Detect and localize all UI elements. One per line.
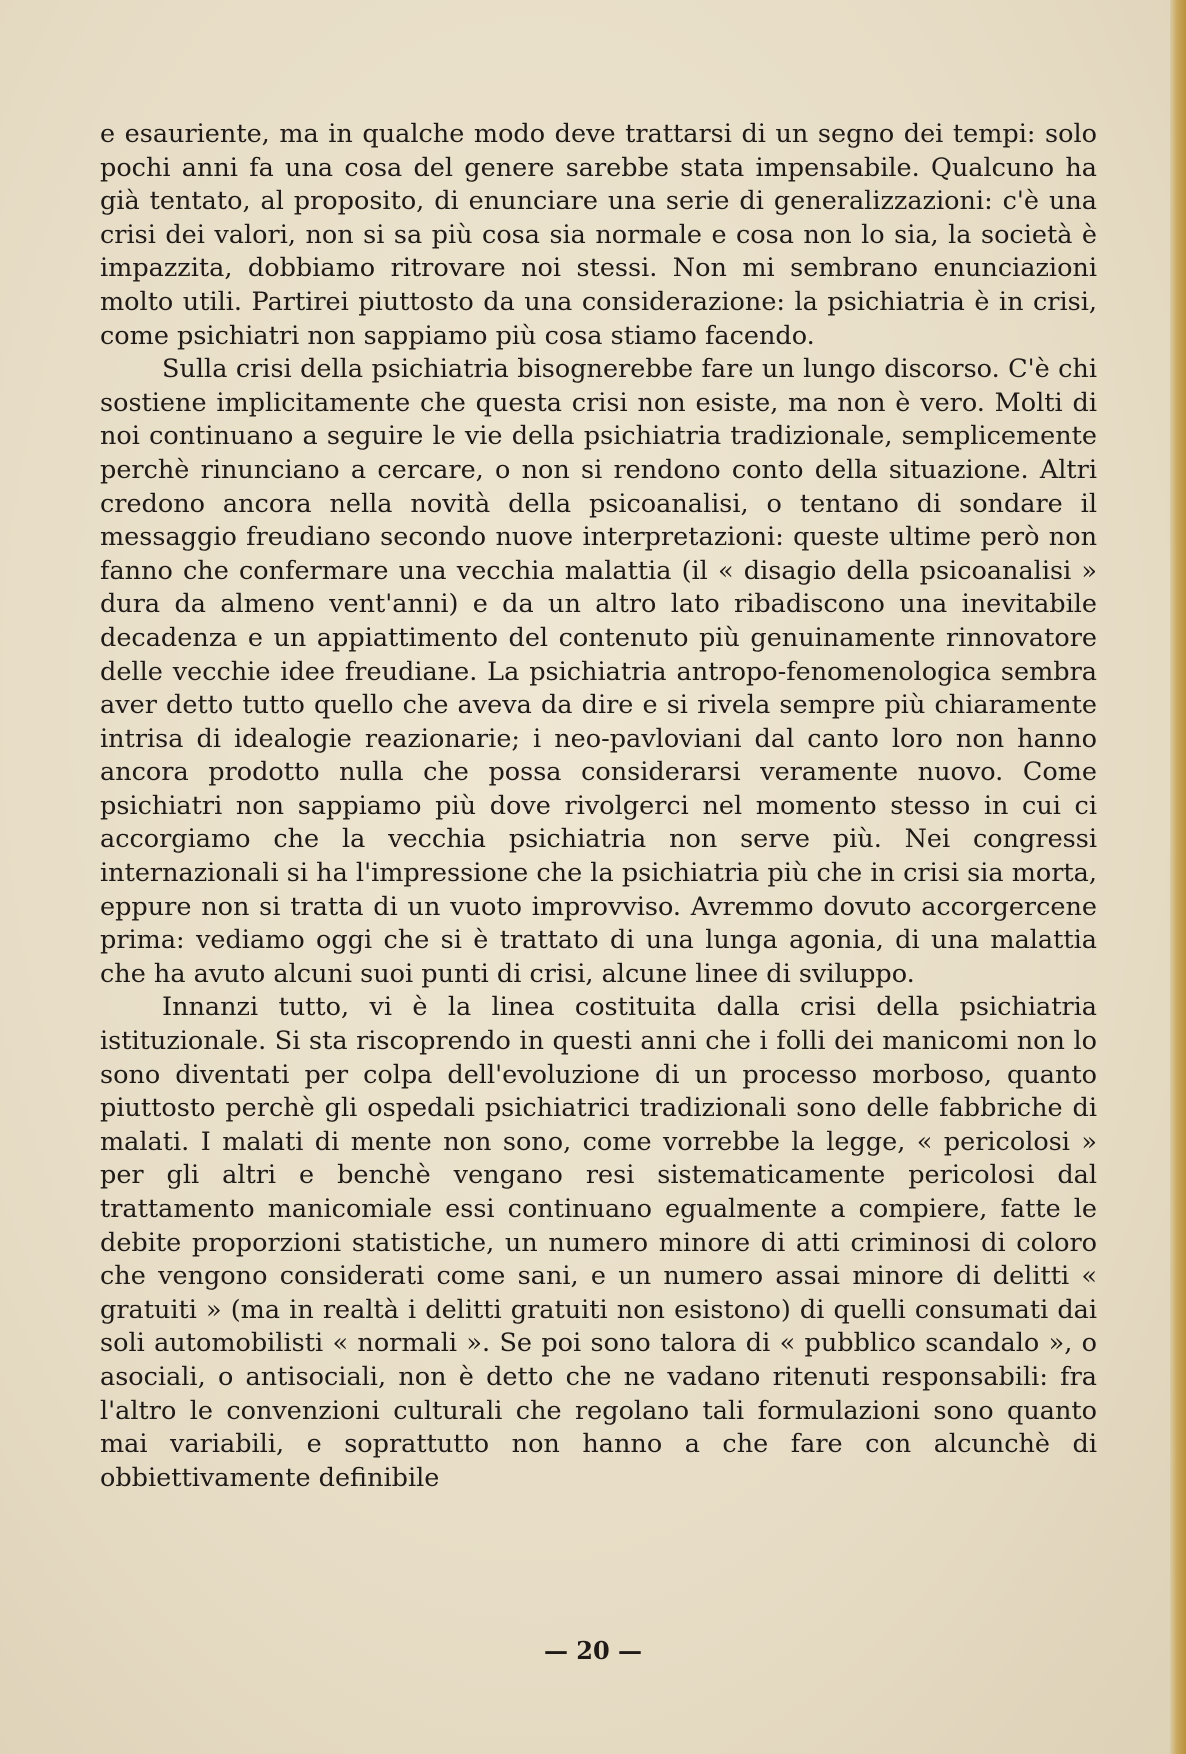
page-number: — 20 — [543,1636,643,1665]
paragraph-institutional-crisis: Innanzi tutto, vi è la linea costituita dalla crisi della psichiatria istituzionale. Si sta riscoprendo in questi anni che i folli dei manicomi non lo sono diventati per colpa dell'evoluzione di un processo morboso, quanto piuttosto perchè gli ospedali psichiatrici tradizionali sono delle fabbriche di malati. I malati di mente non sono, come vorrebbe la legge, « pericolosi » per gli altri e benchè vengano resi sistematicamente pericolosi dal trattamento manicomiale essi continuano egualmente a compiere, fatte le debite proporzioni statistiche, un numero minore di atti criminosi di coloro che vengono considerati come sani, e un numero assai minore di delitti « gratuiti » (ma in realtà i delitti gratuiti non esistono) di quelli consumati dai soli automobilisti « normali ». Se poi sono talora di « pubblico scandalo », o asociali, o antisociali, non è detto che ne vadano ritenuti responsabili: fra l'altro le convenzioni culturali che regolano tali formulazioni sono quanto mai variabili, e soprattutto non hanno a che fare con alcunchè di obbiettivamente definibile [100,992,1097,1493]
paragraph-continuation: e esauriente, ma in qualche modo deve trattarsi di un segno dei tempi: solo pochi anni fa una cosa del genere sarebbe stata impensabile. Qualcuno ha già tentato, al proposito, di enunciare una serie di generalizzazioni: c'è una crisi dei valori, non si sa più cosa sia normale e cosa non lo sia, la società è impazzita, dobbiamo ritrovare noi stessi. Non mi sembrano enunciazioni molto utili. Partirei piuttosto da una considerazione: la psichiatria è in crisi, come psichiatri non sappiamo più cosa stiamo facendo. [100,119,1097,351]
body-text [100,118,1097,1495]
paragraph-crisis-of-psychiatry: Sulla crisi della psichiatria bisognerebbe fare un lungo discorso. C'è chi sostiene implicitamente che questa crisi non esiste, ma non è vero. Molti di noi continuano a seguire le vie della psichiatria tradizionale, semplicemente perchè rinunciano a cercare, o non si rendono conto della situazione. Altri credono ancora nella novità della psicoanalisi, o tentano di sondare il messaggio freudiano secondo nuove interpretazioni: queste ultime però non fanno che confermare una vecchia malattia (il « disagio della psicoanalisi » dura da almeno vent'anni) e da un altro lato ribadiscono una inevitabile decadenza e un appiattimento del contenuto più genuinamente rinnovatore delle vecchie idee freudiane. La psichiatria antropo-fenomenologica sembra aver detto tutto quello che aveva da dire e si rivela sempre più chiaramente intrisa di idealogie reazionarie; i neo-pavloviani dal canto loro non hanno ancora prodotto nulla che possa considerarsi veramente nuovo. Come psichiatri non sappiamo più dove rivolgerci nel momento stesso in cui ci accorgiamo che la vecchia psichiatria non serve più. Nei congressi internazionali si ha l'impressione che la psichiatria più che in crisi sia morta, eppure non si tratta di un vuoto improvviso. Avremmo dovuto accorgercene prima: vediamo oggi che si è trattato di una lunga agonia, di una malattia che ha avuto alcuni suoi punti di crisi, alcune linee di sviluppo. [100,354,1097,989]
page-edge-shadow [1170,0,1186,1754]
